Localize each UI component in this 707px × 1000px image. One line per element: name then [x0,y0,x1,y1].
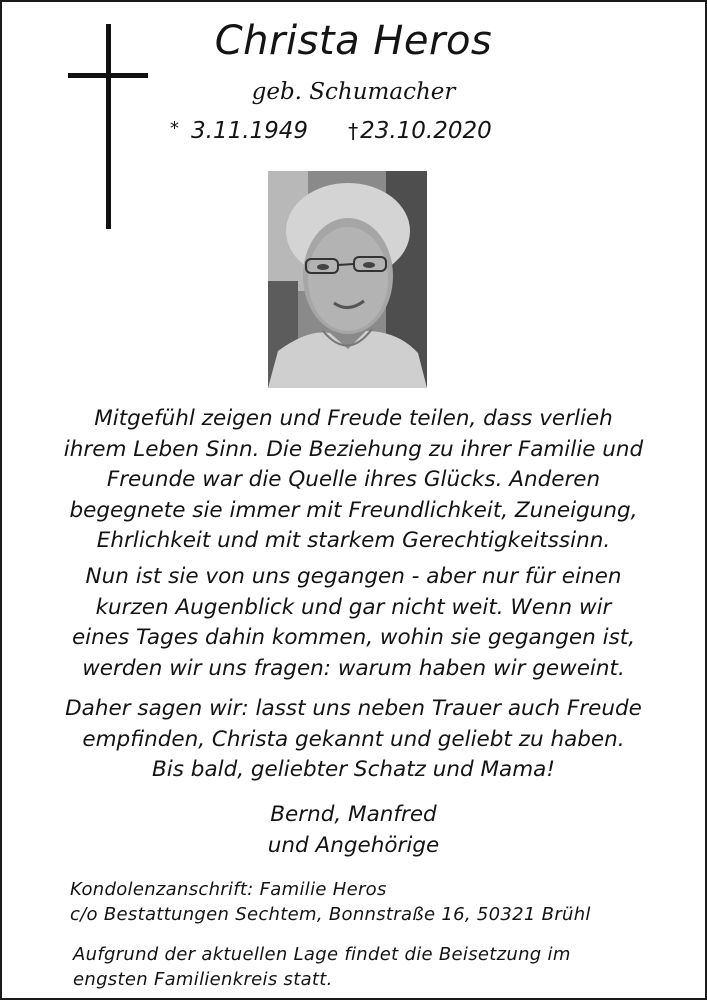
verse-line: Freunde war die Quelle ihres Glücks. Anderen [106,467,601,492]
verse-line: Mitgefühl zeigen und Freude teilen, dass verlieh [94,406,613,431]
notice-line: engsten Familienkreis statt. [73,969,333,990]
signer-line: Bernd, Manfred [270,802,437,827]
signers [0,799,707,861]
notice-line: Aufgrund der aktuellen Lage findet die Beisetzung im [73,944,571,965]
verse-line: Ehrlichkeit und mit starkem Gerechtigkeitssinn. [96,528,611,553]
burial-notice [73,942,571,992]
maiden-name: geb. Schumacher [251,79,456,105]
verse-line: eines Tages dahin kommen, wohin sie gegangen ist, [71,625,636,650]
life-dates [170,118,492,144]
verse-line: empfinden, Christa gekannt und geliebt zu haben. [82,726,625,752]
verse-line: Daher sagen wir: lasst uns neben Trauer auch Freude [65,696,642,721]
death-date: 23.10.2020 [360,118,492,144]
condolence-address [70,877,591,927]
birth-date: 3.11.1949 [191,118,309,144]
verse-line: Nun ist sie von uns gegangen - aber nur für einen [85,564,622,589]
address-line: c/o Bestattungen Sechtem, Bonnstraße 16, 50321 Brühl [70,904,591,925]
deceased-name: Christa Heros [214,18,493,64]
verse-line: werden wir uns fragen: warum haben wir geweint. [82,655,625,681]
verse-line: ihrem Leben Sinn. Die Beziehung zu ihrer Familie und [63,436,644,462]
verse-3 [40,694,667,786]
verse-1 [40,404,667,557]
signer-line: und Angehörige [267,833,440,858]
death-cross-icon: † [348,119,359,143]
verse-line: Bis bald, geliebter Schatz und Mama! [152,757,555,782]
verse-line: begegnete sie immer mit Freundlichkeit, Zuneigung, [69,497,638,523]
verse-line: kurzen Augenblick und gar nicht weit. Wenn wir [95,594,612,620]
birth-star-icon: * [170,118,179,139]
verse-2 [40,562,667,684]
cross-horizontal-bar [68,73,148,78]
address-line: Kondolenzanschrift: Familie Heros [70,879,387,900]
portrait-photo [268,171,427,388]
